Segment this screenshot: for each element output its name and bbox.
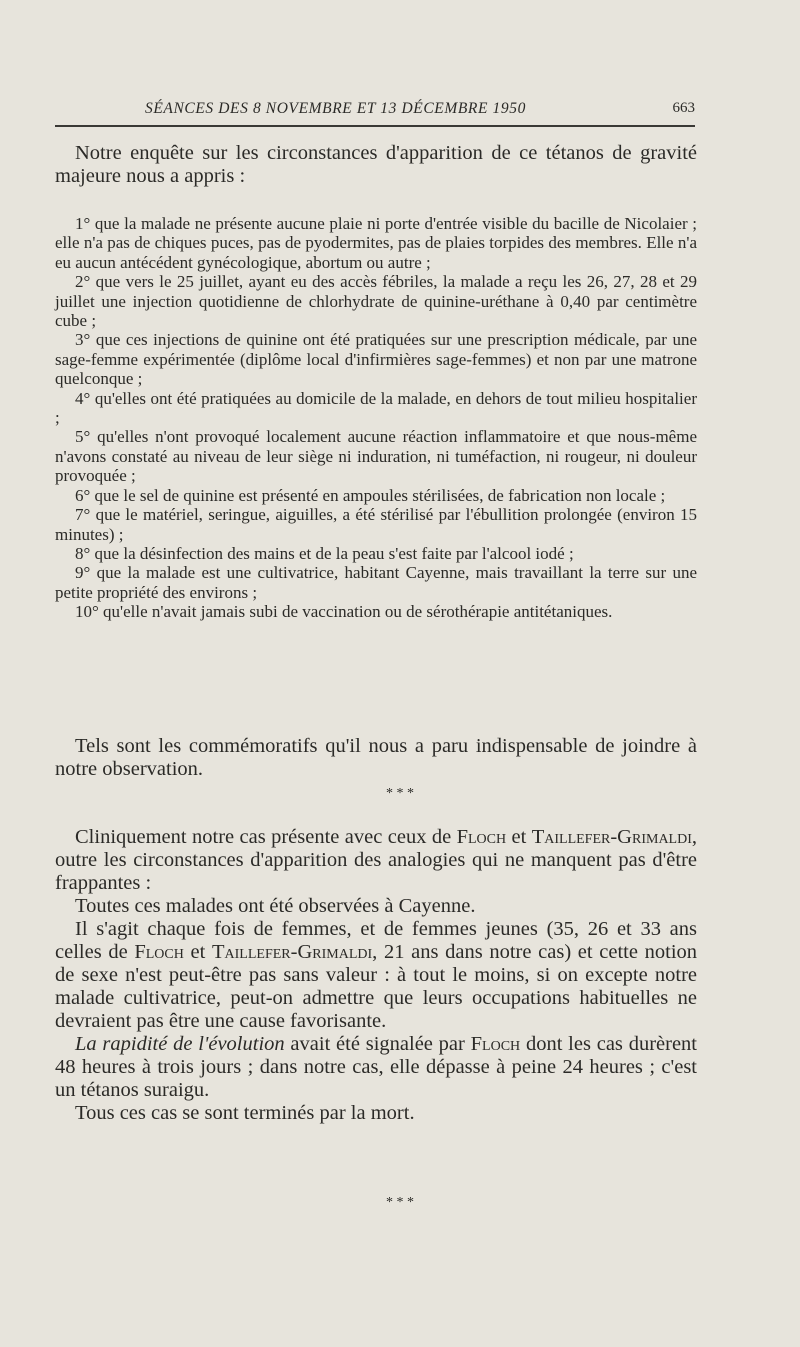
author-name: Floch xyxy=(134,941,184,963)
list-item: 5° qu'elles n'ont provoqué localement aucune réaction inflammatoire et que nous-même n'avons constaté au niveau de leur siège ni induration, ni tuméfaction, ni rougeur, ni douleur provoquée ; xyxy=(55,427,697,486)
rapidity-paragraph xyxy=(55,1033,697,1102)
running-header xyxy=(55,100,695,124)
clinical-paragraph xyxy=(55,826,697,895)
text-run: , outre les circonstances d'apparition des analogies qui ne manquent pas d'être frappantes : xyxy=(55,826,697,894)
intro-paragraph: Notre enquête sur les circonstances d'apparition de ce tétanos de gravité majeure nous a appris : xyxy=(55,142,697,187)
death-paragraph: Tous ces cas se sont terminés par la mort. xyxy=(75,1102,415,1124)
list-item: 6° que le sel de quinine est présenté en ampoules stérilisées, de fabrication non locale ; xyxy=(75,485,666,505)
text-run: avait été signalée par xyxy=(284,1033,471,1055)
cayenne-paragraph: Toutes ces malades ont été observées à Cayenne. xyxy=(75,895,476,917)
author-name: Floch xyxy=(470,1033,521,1055)
section-separator: * * * xyxy=(386,1195,414,1210)
conclusion-paragraph: Tels sont les commémoratifs qu'il nous a paru indispensable de joindre à notre observation. xyxy=(55,735,697,780)
text-run: Il s'agit chaque fois de femmes, et de femmes jeunes (35, 26 et 33 ans celles de xyxy=(55,918,697,963)
list-item: 10° qu'elle n'avait jamais subi de vaccination ou de sérothérapie antitétaniques. xyxy=(75,602,613,622)
conclusion-block xyxy=(55,735,697,781)
text-run: et xyxy=(183,941,213,963)
text-run: et xyxy=(506,826,532,848)
header-rule xyxy=(55,125,695,127)
text-run: , 21 ans dans notre cas) et cette notion de sexe n'est peut-être pas sans valeur : à tout le moins, si on excepte notre malade cultivatrice, peut-on admettre que leurs occupations habituelles ne devraient pas être une cause favorisante. xyxy=(55,941,698,1032)
list-item: 8° que la désinfection des mains et de la peau s'est faite par l'alcool iodé ; xyxy=(75,543,574,563)
list-item: 2° que vers le 25 juillet, ayant eu des accès fébriles, la malade a reçu les 26, 27, 28 et 29 juillet une injection quotidienne de chlorhydrate de quinine-uréthane à 0,40 par centimètre cube ; xyxy=(55,272,697,331)
author-name: Taillefer-Grimaldi xyxy=(531,826,692,848)
list-item: 9° que la malade est une cultivatrice, habitant Cayenne, mais travaillant la terre sur une petite propriété des environs ; xyxy=(55,563,697,602)
list-item: 4° qu'elles ont été pratiquées au domicile de la malade, en dehors de tout milieu hospitalier ; xyxy=(55,388,697,428)
discussion-block xyxy=(55,826,697,1125)
page-number: 663 xyxy=(672,100,695,116)
text-run: dont les cas durèrent 48 heures à trois jours ; dans notre cas, elle dépasse à peine 24 heures ; c'est un tétanos suraigu. xyxy=(55,1033,697,1101)
women-paragraph xyxy=(55,918,697,1033)
list-item: 1° que la malade ne présente aucune plaie ni porte d'entrée visible du bacille de Nicolaier ; elle n'a pas de chiques puces, pas de pyodermites, pas de plaies torpides des membres. Elle n'a eu aucun antécédent gynécologique, abortum ou autre ; xyxy=(55,214,697,272)
intro-block xyxy=(55,142,697,188)
section-separator: * * * xyxy=(386,786,414,801)
list-item: 3° que ces injections de quinine ont été pratiquées sur une prescription médicale, par une sage-femme expérimentée (diplôme local d'infirmières sage-femmes) et non par une matrone quelconque ; xyxy=(55,330,697,389)
italic-phrase: La rapidité de l'évolution xyxy=(75,1033,285,1055)
running-title: SÉANCES DES 8 NOVEMBRE ET 13 DÉCEMBRE 1950 xyxy=(145,100,526,117)
author-name: Floch xyxy=(456,826,507,848)
list-item: 7° que le matériel, seringue, aiguilles, a été stérilisé par l'ébullition prolongée (environ 15 minutes) ; xyxy=(55,505,697,544)
text-run: Cliniquement notre cas présente avec ceux de xyxy=(75,826,457,848)
author-name: Taillefer-Grimaldi xyxy=(212,941,373,963)
findings-list xyxy=(55,214,697,622)
